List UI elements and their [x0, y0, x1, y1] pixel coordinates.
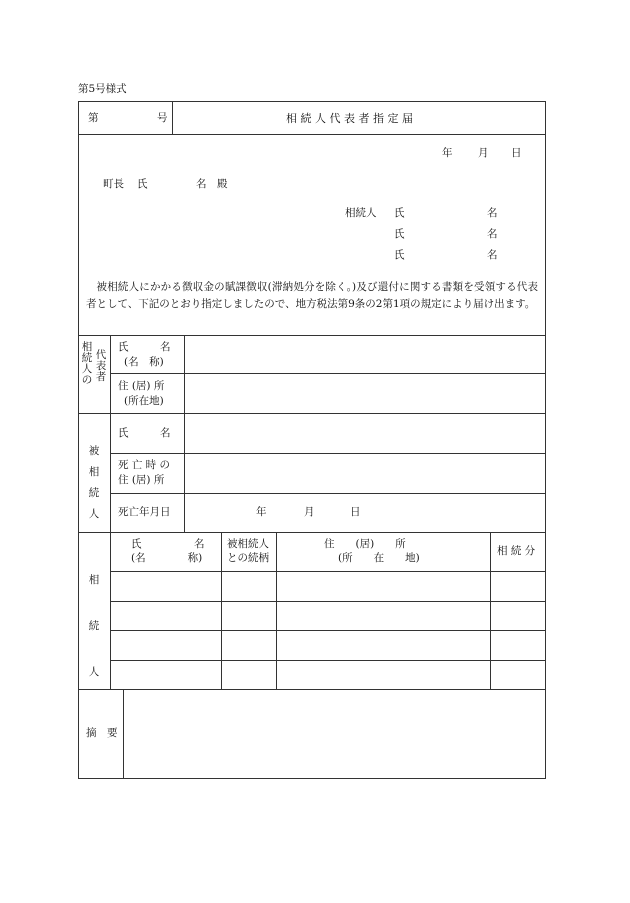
col-relation-header-2: との続柄 — [227, 552, 269, 564]
heirs-sign-shi-2: 氏 — [394, 228, 405, 240]
deceased-name-label: 氏 名 — [118, 427, 171, 439]
heirs-sign-mei-1: 名 — [487, 207, 498, 219]
addressee-shi: 氏 — [137, 178, 148, 190]
death-date-year: 年 — [256, 506, 267, 518]
number-prefix: 第 — [88, 112, 99, 124]
representative-side-label-2: 代表者 — [95, 349, 107, 384]
deceased-name-field[interactable] — [185, 414, 545, 453]
col-relation-header-1: 被相続人 — [227, 538, 269, 550]
rep-address-field[interactable] — [185, 374, 545, 413]
rep-name-sub: (名 称) — [124, 356, 164, 368]
heirs-sign-label: 相続人 — [345, 207, 377, 219]
date-year: 年 — [442, 147, 453, 159]
rep-address-label: 住 (居) 所 — [118, 380, 165, 392]
deceased-address-field[interactable] — [185, 454, 545, 493]
addressee-dono: 殿 — [217, 178, 228, 190]
col-name-header-2: (名 称) — [131, 552, 203, 564]
addressee-mayor: 町長 — [103, 178, 124, 190]
deceased-address-label-2: 住 (居) 所 — [118, 474, 165, 486]
addressee-mei: 名 — [196, 178, 207, 190]
heirs-side-label: 相続人 — [88, 574, 100, 678]
heirs-sign-mei-2: 名 — [487, 228, 498, 240]
col-name-header-1: 氏 名 — [131, 538, 205, 550]
death-date-day: 日 — [350, 506, 361, 518]
heirs-table-row[interactable] — [111, 631, 545, 660]
remarks-field[interactable] — [124, 690, 545, 778]
death-date-month: 月 — [304, 506, 315, 518]
heirs-table-row[interactable] — [111, 572, 545, 601]
deceased-address-label-1: 死 亡 時 の — [118, 459, 171, 471]
rep-name-label: 氏 名 — [118, 341, 171, 353]
form-title: 相 続 人 代 表 者 指 定 届 — [286, 112, 413, 125]
heirs-sign-shi-3: 氏 — [394, 249, 405, 261]
heirs-sign-shi-1: 氏 — [394, 207, 405, 219]
date-month: 月 — [478, 147, 489, 159]
heirs-table-row[interactable] — [111, 661, 545, 689]
col-share-header: 相 続 分 — [497, 545, 536, 557]
col-address-header-1: 住 (居) 所 — [324, 538, 406, 550]
rep-name-field[interactable] — [185, 336, 545, 373]
form-number: 第5号様式 — [78, 83, 127, 95]
rep-address-sub: (所在地) — [124, 395, 164, 407]
date-day: 日 — [511, 147, 522, 159]
number-suffix: 号 — [157, 112, 168, 124]
body-text: 被相続人にかかる徴収金の賦課徴収(滞納処分を除く。)及び還付に関する書類を受領する代表者として、下記のとおり指定しましたので、地方税法第9条の2第1項の規定により届け出ます。 — [86, 281, 538, 310]
representative-side-label-1: 相続人の — [81, 341, 93, 387]
heirs-table-row[interactable] — [111, 602, 545, 630]
heirs-sign-mei-3: 名 — [487, 249, 498, 261]
deceased-side-label: 被相続人 — [88, 445, 100, 520]
death-date-label: 死亡年月日 — [118, 506, 171, 518]
remarks-label: 摘 要 — [86, 727, 118, 739]
col-address-header-2: (所 在 地) — [338, 552, 420, 564]
